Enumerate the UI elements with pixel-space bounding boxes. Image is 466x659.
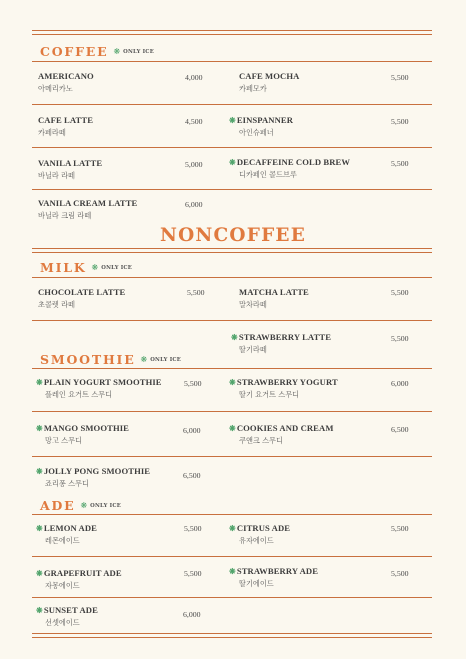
- item-price: 6,500: [391, 425, 409, 434]
- item-price: 6,000: [391, 379, 409, 388]
- item-name: VANILA LATTE: [38, 158, 103, 168]
- leaf-icon: ❋: [36, 378, 43, 387]
- item-name: EINSPANNER: [236, 115, 294, 125]
- menu-item: [38, 71, 94, 94]
- leaf-icon: ❋: [229, 524, 236, 533]
- item-name: CAFE MOCHA: [239, 71, 300, 81]
- item-name: MATCHA LATTE: [239, 287, 309, 297]
- leaf-icon: ❋: [36, 524, 43, 533]
- milk-section-title: MILK: [40, 260, 87, 275]
- item-name: SUNSET ADE: [43, 605, 98, 615]
- smoothie-section-title: SMOOTHIE: [40, 352, 136, 367]
- item-price: 4,000: [185, 73, 203, 82]
- item-korean-name: 쿠앤크 스무디: [239, 436, 283, 445]
- item-korean-name: 플레인 요거트 스무디: [45, 390, 113, 399]
- leaf-icon: ❋: [231, 333, 238, 342]
- item-korean-name: 딸기에이드: [239, 579, 274, 588]
- item-korean-name: 선셋에이드: [45, 618, 80, 627]
- item-name: STRAWBERRY ADE: [236, 566, 319, 576]
- item-name: CITRUS ADE: [236, 523, 291, 533]
- leaf-icon: ❋: [36, 467, 43, 476]
- item-name: MANGO SMOOTHIE: [43, 423, 130, 433]
- only-ice-note: ONLY ICE: [150, 356, 182, 363]
- item-name: GRAPEFRUIT ADE: [43, 568, 122, 578]
- item-korean-name: 말차라떼: [239, 300, 267, 309]
- item-name: VANILA CREAM LATTE: [38, 198, 138, 208]
- item-name: AMERICANO: [38, 71, 94, 81]
- item-korean-name: 망고 스무디: [45, 436, 83, 445]
- item-korean-name: 카페모카: [239, 84, 267, 93]
- item-price: 5,500: [391, 288, 409, 297]
- divider: [32, 556, 432, 557]
- item-name: CAFE LATTE: [38, 115, 94, 125]
- item-korean-name: 바닐라 크림 라떼: [38, 211, 92, 220]
- menu-item: [36, 466, 150, 489]
- only-ice-note: ONLY ICE: [123, 48, 154, 55]
- milk-section-header: [40, 260, 132, 275]
- menu-item: [229, 115, 293, 138]
- only-ice-note: ONLY ICE: [90, 502, 121, 509]
- bottom-double-rule: [32, 633, 432, 638]
- noncoffee-title: NONCOFFEE: [159, 225, 307, 246]
- menu-item: [38, 198, 137, 221]
- item-korean-name: 바닐라 라떼: [38, 171, 76, 180]
- smoothie-section-header: [40, 352, 181, 367]
- menu-item: [231, 332, 331, 355]
- item-price: 5,000: [185, 160, 203, 169]
- item-korean-name: 레몬에이드: [45, 536, 80, 545]
- menu-item: [229, 423, 334, 446]
- item-price: 5,500: [391, 524, 409, 533]
- item-name: DECAFFEINE COLD BREW: [236, 157, 351, 167]
- item-name: JOLLY PONG SMOOTHIE: [43, 466, 151, 476]
- menu-item: [38, 158, 102, 181]
- item-price: 5,500: [184, 379, 202, 388]
- divider: [32, 411, 432, 412]
- item-korean-name: 죠리퐁 스무디: [45, 479, 89, 488]
- menu-item: [239, 287, 309, 310]
- leaf-icon: ❋: [229, 567, 236, 576]
- item-korean-name: 아인슈페너: [239, 128, 274, 137]
- ade-section-title: ADE: [40, 498, 76, 513]
- leaf-icon: ❋: [80, 501, 88, 510]
- menu-item: [38, 287, 125, 310]
- only-ice-note: ONLY ICE: [101, 264, 133, 271]
- menu-item: [38, 115, 93, 138]
- item-name: CHOCOLATE LATTE: [38, 287, 126, 297]
- leaf-icon: ❋: [36, 569, 43, 578]
- menu-item: [229, 157, 350, 180]
- leaf-icon: ❋: [36, 424, 43, 433]
- leaf-icon: ❋: [229, 424, 236, 433]
- item-name: LEMON ADE: [43, 523, 97, 533]
- coffee-section-header: [40, 44, 154, 59]
- divider: [32, 514, 432, 515]
- item-price: 5,500: [391, 73, 409, 82]
- item-price: 6,000: [183, 610, 201, 619]
- divider: [32, 597, 432, 598]
- ade-section-header: [40, 498, 121, 513]
- coffee-section-title: COFFEE: [40, 44, 109, 59]
- item-korean-name: 아메리카노: [38, 84, 73, 93]
- leaf-icon: ❋: [113, 47, 121, 56]
- menu-item: [229, 523, 290, 546]
- menu-item: [36, 523, 97, 546]
- leaf-icon: ❋: [140, 355, 148, 364]
- item-price: 5,500: [391, 334, 409, 343]
- leaf-icon: ❋: [36, 606, 43, 615]
- item-price: 5,500: [391, 159, 409, 168]
- item-korean-name: 카페라떼: [38, 128, 66, 137]
- noncoffee-double-rule: [32, 248, 432, 253]
- leaf-icon: ❋: [91, 263, 99, 272]
- leaf-icon: ❋: [229, 378, 236, 387]
- menu-item: [36, 377, 162, 400]
- divider: [32, 277, 432, 278]
- menu-item: [239, 71, 299, 94]
- divider: [32, 189, 432, 190]
- leaf-icon: ❋: [229, 116, 236, 125]
- leaf-icon: ❋: [229, 158, 236, 167]
- item-price: 6,000: [183, 426, 201, 435]
- item-name: COOKIES AND CREAM: [236, 423, 334, 433]
- item-korean-name: 자몽에이드: [45, 581, 80, 590]
- item-korean-name: 디카페인 콜드브루: [239, 170, 297, 179]
- item-korean-name: 유자에이드: [239, 536, 274, 545]
- item-price: 5,500: [391, 569, 409, 578]
- menu-item: [229, 566, 318, 589]
- menu-item: [36, 605, 98, 628]
- item-korean-name: 딸기라떼: [239, 345, 267, 354]
- top-double-rule: [32, 30, 432, 35]
- divider: [32, 61, 432, 62]
- item-korean-name: 초콜렛 라떼: [38, 300, 76, 309]
- item-price: 5,500: [184, 569, 202, 578]
- item-price: 4,500: [185, 117, 203, 126]
- menu-item: [36, 423, 129, 446]
- item-price: 6,500: [183, 471, 201, 480]
- divider: [32, 104, 432, 105]
- item-name: STRAWBERRY LATTE: [238, 332, 332, 342]
- item-price: 5,500: [184, 524, 202, 533]
- item-price: 5,500: [187, 288, 205, 297]
- item-name: STRAWBERRY YOGURT: [236, 377, 338, 387]
- item-name: PLAIN YOGURT SMOOTHIE: [43, 377, 162, 387]
- menu-item: [36, 568, 122, 591]
- divider: [32, 147, 432, 148]
- menu-item: [229, 377, 338, 400]
- divider: [32, 456, 432, 457]
- item-price: 5,500: [391, 117, 409, 126]
- item-korean-name: 딸기 요거트 스무디: [239, 390, 300, 399]
- item-price: 6,000: [185, 200, 203, 209]
- divider: [32, 320, 432, 321]
- divider: [32, 368, 432, 369]
